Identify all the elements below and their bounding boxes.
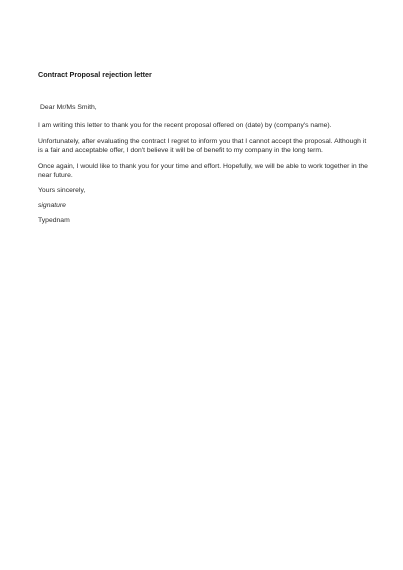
letter-typed-name: Typednam (38, 217, 70, 224)
letter-signature: signature (38, 202, 66, 209)
letter-paragraph-3: Once again, I would like to thank you for your time and effort. Hopefully, we will be able to work together in the near future. (38, 163, 368, 180)
letter-title: Contract Proposal rejection letter (38, 70, 152, 79)
letter-paragraph-2: Unfortunately, after evaluating the contract I regret to inform you that I cannot accept the proposal. Although it is a fair and acceptable offer, I don't believe it will be of benefit to my company in the long term. (38, 138, 367, 155)
letter-closing: Yours sincerely, (38, 187, 86, 194)
letter-greeting: Dear Mr/Ms Smith, (40, 104, 97, 111)
letter-paragraph-1: I am writing this letter to thank you for the recent proposal offered on (date) by (company's name). (38, 122, 332, 129)
